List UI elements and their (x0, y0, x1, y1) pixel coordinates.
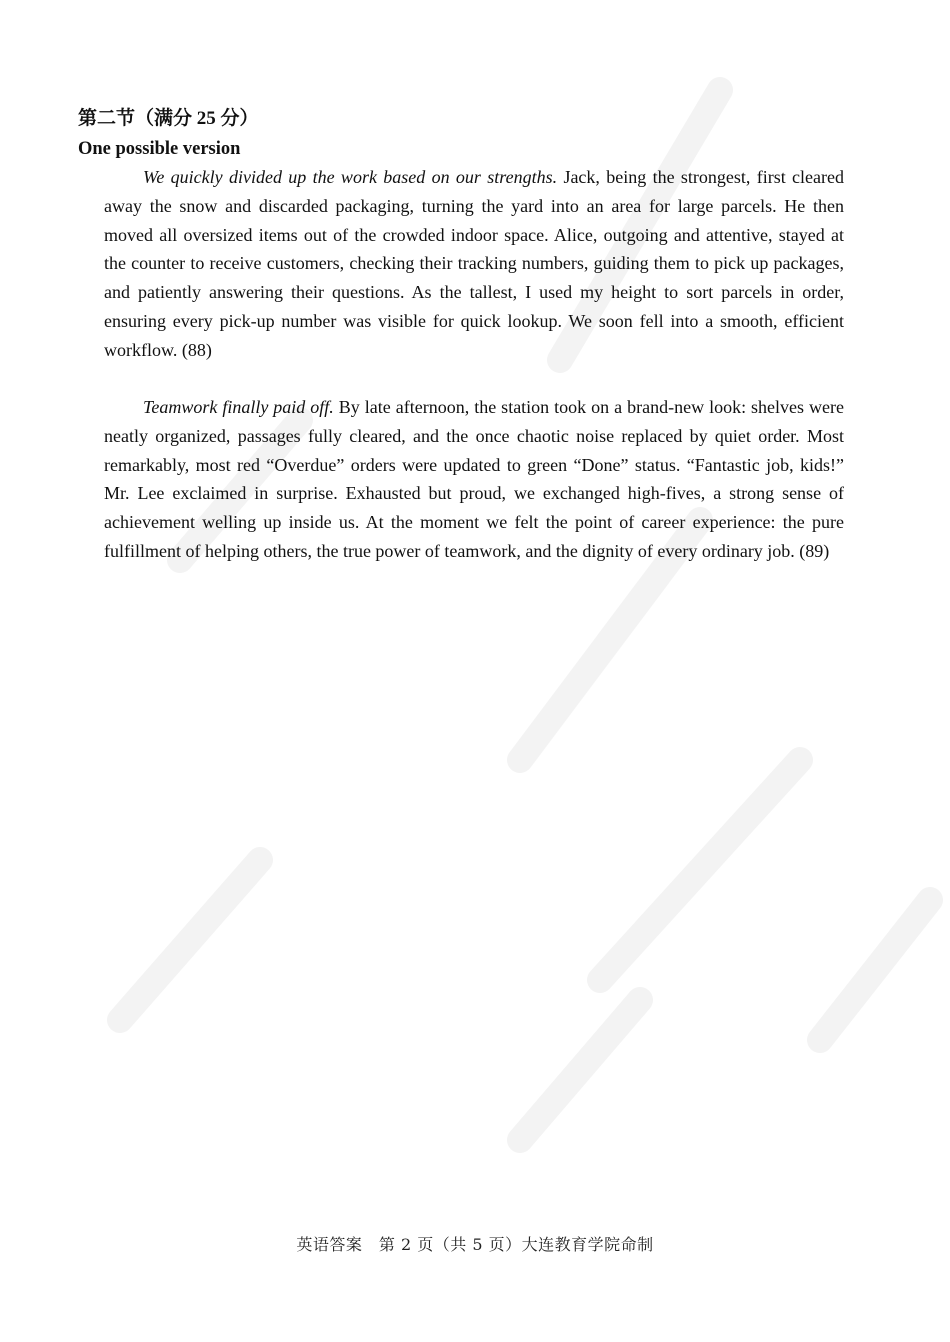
paragraph-one-body: Jack, being the strongest, first cleared away the snow and discarded packaging, turning the yard into an area for large parcels. He then moved all oversized items out of the crowded indoor space. Alice, outgoing and attentive, stayed at the counter to receive customers, checking their tracking numbers, guiding them to pick up packages, and patiently answering their questions. As the tallest, I used my height to sort parcels in order, ensuring every pick-up number was visible for quick lookup. We soon fell into a smooth, efficient workflow. (88) (104, 167, 845, 360)
version-heading: One possible version (78, 139, 241, 159)
paragraph-two (104, 393, 844, 566)
page-footer: 英语答案 第 2 页（共 5 页）大连教育学院命制 (296, 1235, 654, 1254)
section-heading: 第二节（满分 25 分） (78, 108, 259, 129)
paragraph-one-lead-sentence: We quickly divided up the work based on our strengths. (143, 167, 558, 187)
paragraph-two-lead-sentence: Teamwork finally paid off. (143, 397, 334, 417)
paragraph-two-body: By late afternoon, the station took on a brand-new look: shelves were neatly organized, passages fully cleared, and the once chaotic noise replaced by quiet order. Most remarkably, most red “Overdue” orders were updated to green “Done” status. “Fantastic job, kids!” Mr. Lee exclaimed in surprise. Exhausted but proud, we exchanged high-fives, a strong sense of achievement welling up inside us. At the moment we felt the point of career experience: the pure fulfillment of helping others, the true power of teamwork, and the dignity of every ordinary job. (89) (104, 397, 844, 561)
paragraph-one (104, 163, 844, 365)
